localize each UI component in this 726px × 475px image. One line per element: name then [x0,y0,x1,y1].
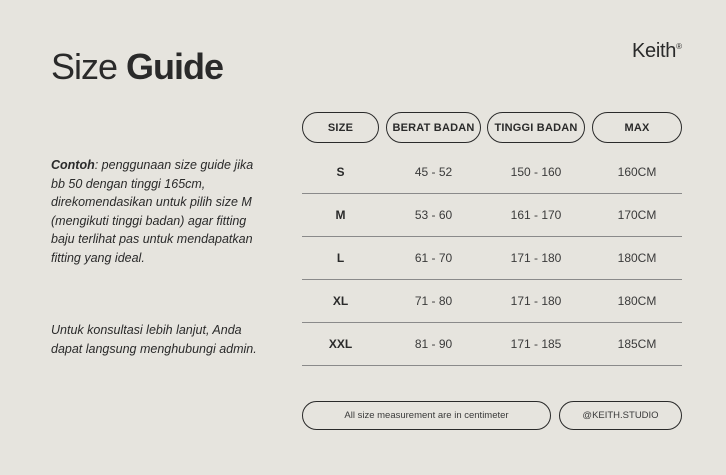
cell-max: 180CM [617,293,657,308]
cell-size: XXL [328,336,353,351]
cell-berat: 53 - 60 [414,207,453,222]
cell-max: 160CM [617,164,657,179]
cell-size: S [336,164,345,179]
table-row [302,236,682,279]
cell-size: XL [332,293,349,308]
header-tinggi-badan: TINGGI BADAN [487,112,585,143]
brand-logo [632,40,682,63]
table-row [302,322,682,365]
cell-size: L [336,250,345,265]
cell-max: 170CM [617,207,657,222]
cell-tinggi: 150 - 160 [510,164,562,179]
table-row [302,193,682,236]
page-title [51,46,223,88]
measurement-note: All size measurement are in centimeter [302,401,551,430]
header-size: SIZE [302,112,379,143]
cell-berat: 61 - 70 [414,250,453,265]
example-note [51,156,261,267]
title-light: Size [51,46,118,87]
header-berat-badan: BERAT BADAN [386,112,481,143]
example-label: Contoh [51,158,95,172]
title-bold: Guide [126,46,224,87]
table-row [302,279,682,322]
cell-tinggi: 171 - 180 [510,293,562,308]
brand-name: Keith [632,40,677,62]
table-row [302,150,682,193]
studio-handle: @KEITH.STUDIO [559,401,682,430]
cell-size: M [335,207,346,222]
cell-max: 185CM [617,336,657,351]
brand-registered-mark: ® [676,42,682,51]
cell-tinggi: 171 - 185 [510,336,562,351]
cell-tinggi: 171 - 180 [510,250,562,265]
example-text: : penggunaan size guide jika bb 50 dengan tinggi 165cm, direkomendasikan untuk pilih size M (mengikuti tinggi badan) agar fitting baju terlihat pas untuk mendapatkan fitting yang ideal. [51,158,254,265]
row-divider [302,365,682,366]
cell-berat: 81 - 90 [414,336,453,351]
header-max: MAX [592,112,682,143]
cell-berat: 71 - 80 [414,293,453,308]
cell-berat: 45 - 52 [414,164,453,179]
cell-max: 180CM [617,250,657,265]
cell-tinggi: 161 - 170 [510,207,562,222]
contact-note: Untuk konsultasi lebih lanjut, Anda dapat langsung menghubungi admin. [51,323,257,356]
